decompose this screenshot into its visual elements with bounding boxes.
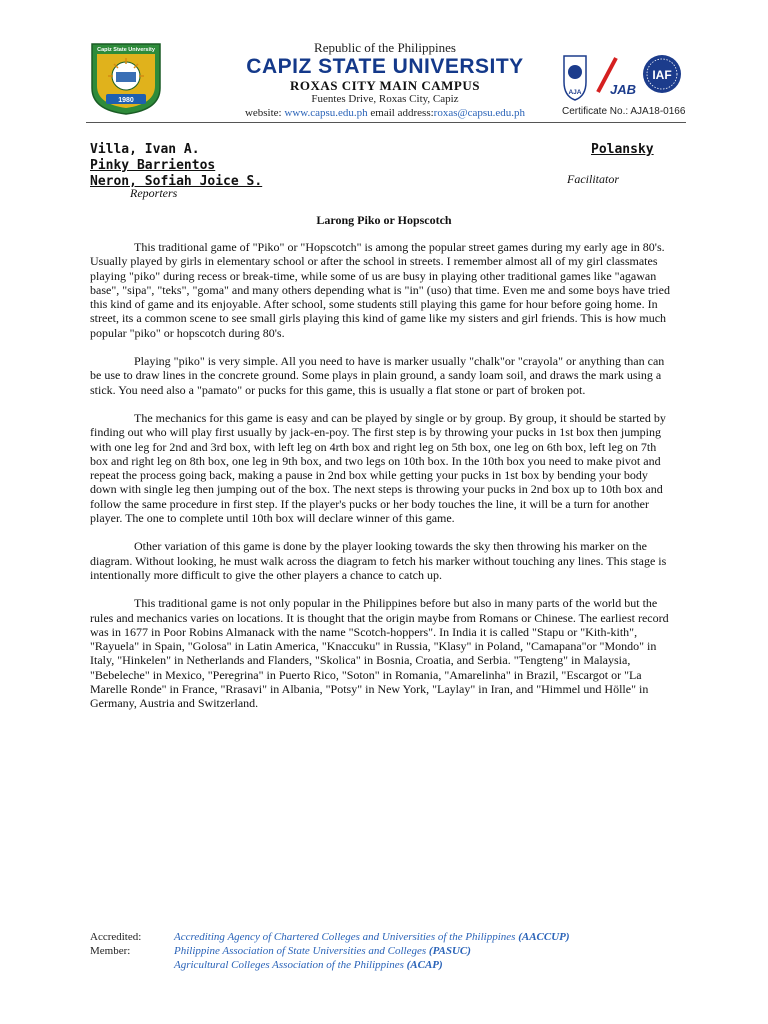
- paragraph: This traditional game is not only popular in the Philippines before but also in many parts of the world but the rules and mechanics varies on locations. It is thought that the origin maybe from Romans or Chinese. The earliest record was in 1677 in Poor Robins Almanack with the name "Scotch-hoppers". In India it is called "Stapu or "Kith-kith", "Rayuela" in Spain, "Golosa" in Latin America, "Knaccuku" in Russia, "Klasy" in Poland, "Camapana"or "Mondo" in Italy, "Hinkelen" in Netherlands and Flanders, "Skolica" in Bosnia, Croatia, and Serbia. "Tengteng" in Malaysia, "Bebeleche" in Mexico, "Peregrina" in Puerto Rico, "Soton" in Romania, "Amarelinha" in Brazil, "Escargot or "La Marelle Ronde" in France, "Rrasavi" in Albania, "Potsy" in New York, "Laylay" in Iran, and "Himmel und Hölle" in Germany, Austria and Switzerland.: [90, 596, 669, 711]
- accredited-abbr: (AACCUP): [518, 931, 570, 943]
- paragraph: Playing "piko" is very simple. All you need to have is marker usually "chalk"or "crayola" or anything than can be use to draw lines in the concrete ground. Some plays in plain ground, a sandy loam soil, and draws the mark using a stick. You need also a "pamato" or pucks for this game, this is usually a flat stone or part of broken pot.: [90, 354, 665, 397]
- document-body: [90, 240, 676, 725]
- campus-address: Fuentes Drive, Roxas City, Capiz: [311, 93, 459, 105]
- reporter-name: Neron, Sofiah Joice S.: [90, 174, 263, 189]
- jab-logo-text: JAB: [610, 82, 637, 97]
- paragraph: The mechanics for this game is easy and can be played by single or by group. By group, it should be started by finding out who will play first usually by jack-en-poy. The first step is by throwing your pucks in 1st box then jumping with one leg for 2nd and 3rd box, with left leg on 4rth box and right leg on 5th box, one leg on 6th box, left leg on 7th box and right leg on 8th box, one leg in 9th box, and two legs on 10th box. In the 10th box you need to make pivot and repeat the process going back, making a pause in 2nd box while getting your pucks in 1st box by bending your body down with single leg then jumping out of the box. The next steps is throwing your pucks in 2nd box up to 10th box and follow the same procedure in first step. If the player's pucks or her body touches the line, it will be a turn for another player. The one to complete until 10th box will declare winner of this game.: [90, 410, 666, 526]
- website-label: website:: [244, 107, 282, 119]
- footer-accredited-row: [90, 930, 690, 944]
- paragraph: Other variation of this game is done by the player looking towards the sky then throwing his marker on the diagram. Without looking, he must walk across the diagram to fetch his marker without touching any lines. This stage is intentionally more difficult to give the other players a chance to catch up.: [90, 539, 667, 582]
- paragraph: This traditional game of "Piko" or "Hopscotch" is among the popular street games during my early age in 80's. Usually played by girls in elementary school or after the school in streets. I remember almost all of my girl classmates playing "piko" during recess or break-time, while some of us are busy in playing other traditional games like "agawan base", "sipa", "teks", "goma" and many others depending what is "in" (uso) that time. Even me and some boys have tried this kind of game and its enjoyable. After school, some students still playing this game for hour before going home. In street, its a common scene to see small girls playing this kind of game like my sisters and girl friends. This is how much popular "piko" or hopscotch during 80's.: [90, 240, 670, 340]
- facilitator-label: Facilitator: [567, 172, 619, 186]
- aja-logo-text: AJA: [568, 89, 582, 96]
- accredited-text: Accrediting Agency of Chartered Colleges and Universities of the Philippines: [174, 931, 516, 943]
- accredited-value: [174, 930, 570, 944]
- footer-spacer: [90, 958, 174, 972]
- member-1-abbr: (PASUC): [428, 945, 471, 957]
- letterhead: [200, 40, 570, 120]
- member-value: [174, 944, 471, 958]
- aja-logo: [564, 56, 586, 100]
- iaf-logo-text: IAF: [652, 68, 672, 82]
- footer: [90, 930, 690, 972]
- accredited-label: Accredited:: [90, 931, 142, 943]
- reporter-name: Villa, Ivan A.: [90, 142, 200, 157]
- website-link[interactable]: www.capsu.edu.ph: [284, 107, 368, 119]
- member-2-text: Agricultural Colleges Association of the Philippines: [174, 959, 404, 971]
- certificate-number: Certificate No.: AJA18-0166: [562, 106, 686, 117]
- email-link[interactable]: roxas@capsu.edu.ph: [433, 107, 526, 119]
- email-label: email address:: [370, 107, 434, 119]
- member-2-abbr: (ACAP): [406, 959, 443, 971]
- reporters-label: Reporters: [130, 186, 178, 200]
- header-divider: [86, 122, 686, 123]
- member-label: Member:: [90, 945, 131, 957]
- reporter-name: Pinky Barrientos: [90, 158, 216, 173]
- member-1-text: Philippine Association of State Universities and Colleges: [174, 945, 427, 957]
- seal-name: Capiz State University: [97, 47, 155, 53]
- campus-name: ROXAS CITY MAIN CAMPUS: [290, 78, 480, 93]
- university-name: CAPIZ STATE UNIVERSITY: [246, 55, 524, 78]
- contact-line: [200, 106, 570, 120]
- iaf-logo: [643, 55, 681, 93]
- jab-logo: [598, 58, 636, 97]
- footer-member-row: [90, 944, 690, 958]
- footer-member-row-2: [90, 958, 690, 972]
- document-title: Larong Piko or Hopscotch: [316, 213, 452, 227]
- facilitator-name: Polansky: [591, 142, 654, 157]
- member-value-2: [174, 958, 443, 972]
- university-seal-logo: [88, 40, 164, 116]
- seal-year: 1980: [118, 97, 134, 104]
- republic-line: Republic of the Philippines: [314, 40, 456, 55]
- reporters-list: [90, 142, 262, 190]
